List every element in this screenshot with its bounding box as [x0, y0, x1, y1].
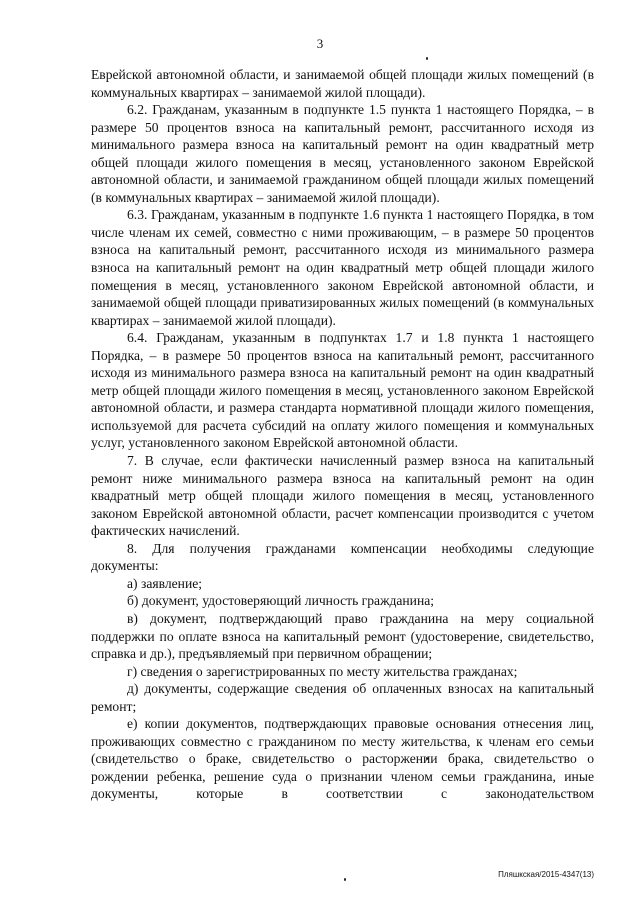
paragraph: 6.3. Гражданам, указанным в подпункте 1.6 пункта 1 настоящего Порядка, в том числе членам их семей, совместно с ними проживающим, – в размере 50 процентов взноса на капитальный ремонт, рассчитанного исходя из минимального размера взноса на капитальный ремонт на один квадратный метр общей площади жилого помещения в месяц, установленного законом Еврейской автономной области, и занимаемой общей площади приватизированных жилых помещений (в коммунальных квартирах – занимаемой жилой площади). [91, 207, 594, 328]
list-item: б) документ, удостоверяющий личность гражданина; [127, 593, 435, 609]
paragraph: 8. Для получения гражданами компенсации необходимы следующие документы: [91, 540, 594, 574]
list-item: г) сведения о зарегистрированных по месту жительства гражданах; [127, 663, 518, 679]
scan-speck [426, 57, 428, 60]
page-number: 3 [316, 36, 324, 51]
body-text [91, 66, 594, 803]
scan-speck [344, 878, 346, 881]
list-item: е) копии документов, подтверждающих правовые основания отнесения лиц, проживающих совместно с гражданином по месту жительства, к членам его семьи (свидетельство о браке, свидетельство о расторжении брака, свидетельство о рождении ребенка, решение суда о признании членом семьи гражданина, иные документы, которые в соответствии с законодательством [91, 716, 594, 802]
list-item: д) документы, содержащие сведения об оплаченных взносах на капитальный ремонт; [91, 681, 594, 714]
paragraph: 6.4. Гражданам, указанным в подпунктах 1.7 и 1.8 пункта 1 настоящего Порядка, – в размере 50 процентов взноса на капитальный ремонт, рассчитанного исходя из минимального размера взноса на капитальный ремонт на один квадратный метр общей площади жилого помещения в месяц, установленного законом Еврейской автономной области, и размера стандарта нормативной площади жилого помещения, используемой для расчета субсидий на оплату жилого помещения и коммунальных услуг, установленного законом Еврейской автономной области. [91, 330, 594, 451]
paragraph: 7. В случае, если фактически начисленный размер взноса на капитальный ремонт ниже минимального размера взноса на капитальный ремонт на один квадратный метр общей площади жилого помещения в месяц, установленного законом Еврейской автономной области, расчет компенсации производится с учетом фактических начислений. [91, 453, 594, 539]
list-item: а) заявление; [127, 575, 203, 591]
paragraph: 6.2. Гражданам, указанным в подпункте 1.5 пункта 1 настоящего Порядка, – в размере 50 процентов взноса на капитальный ремонт, рассчитанного исходя из минимального размера взноса на капитальный ремонт на один квадратный метр общей площади жилого помещения в месяц, установленного законом Еврейской автономной области, и занимаемой гражданином общей площади жилых помещений (в коммунальных квартирах – занимаемой жилой площади). [91, 102, 594, 205]
footer-document-code: Пляшкская/2015-4347(13) [498, 870, 594, 879]
list-item: в) документ, подтверждающий право гражданина на меру социальной поддержки по оплате взноса на капитальный ремонт (удостоверение, свидетельство, справка и др.), предъявляемый при первичном обращении; [91, 610, 594, 662]
paragraph: Еврейской автономной области, и занимаемой общей площади жилых помещений (в коммунальных квартирах – занимаемой жилой площади). [91, 67, 594, 100]
